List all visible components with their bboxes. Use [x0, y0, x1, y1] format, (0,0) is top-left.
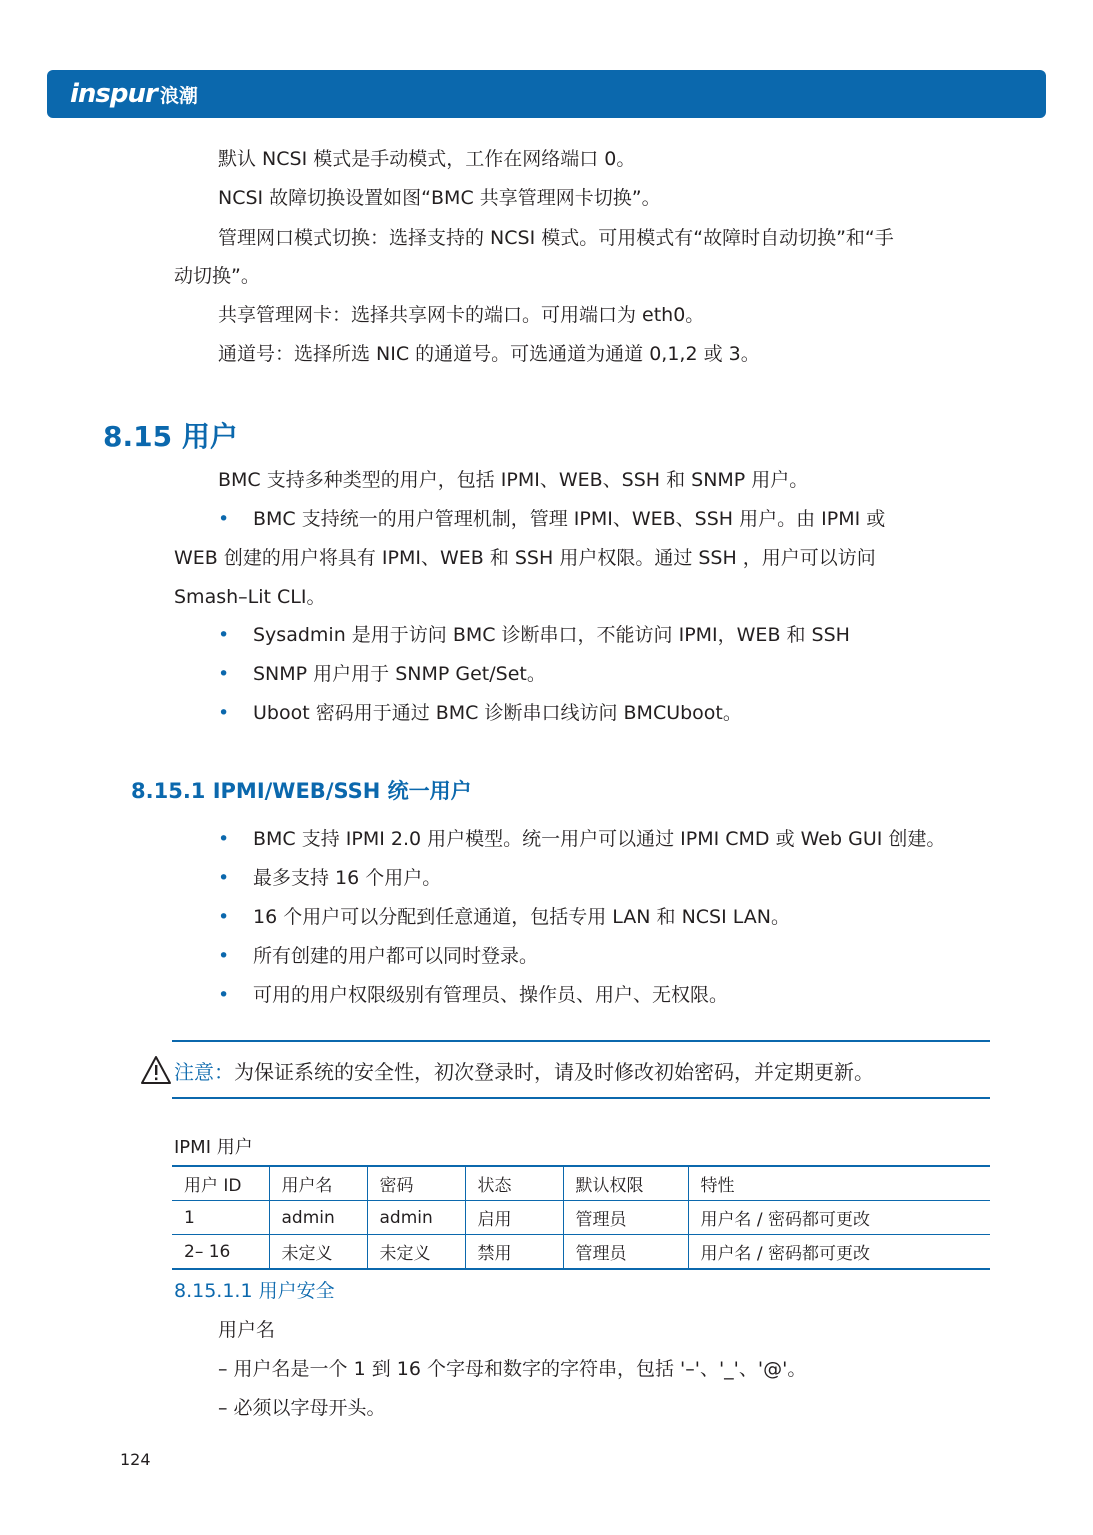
logo-latin-text: inspur	[70, 79, 157, 109]
warning-triangle-icon	[140, 1055, 172, 1085]
bullet-ipmi-model: BMC 支持 IPMI 2.0 用户模型。统一用户可以通过 IPMI CMD 或 Web GUI 创建。	[253, 828, 946, 850]
table-cell: 1	[172, 1201, 269, 1235]
section-intro: BMC 支持多种类型的用户，包括 IPMI、WEB、SSH 和 SNMP 用户。	[218, 469, 809, 491]
table-cell: 用户名 / 密码都可更改	[688, 1201, 990, 1235]
table-cell: 未定义	[367, 1235, 465, 1270]
page-number: 124	[120, 1450, 151, 1469]
bullet-dot: •	[218, 624, 230, 646]
table-cell: 用户名 / 密码都可更改	[700, 1244, 871, 1264]
table-header-cell: 状态	[465, 1166, 563, 1201]
paragraph-default-ncsi: 默认 NCSI 模式是手动模式，工作在网络端口 0。	[218, 148, 636, 170]
bullet-concurrent-login: 所有创建的用户都可以同时登录。	[253, 945, 539, 967]
table-header-cell: 默认权限	[563, 1166, 688, 1201]
paragraph-username-title: 用户名	[218, 1319, 276, 1341]
section-heading-8-15-1: 8.15.1 IPMI/WEB/SSH 统一用户	[131, 779, 472, 803]
bullet-unified-user-line2: WEB 创建的用户将具有 IPMI、WEB 和 SSH 用户权限。通过 SSH ，用户可以访问	[174, 547, 876, 569]
bullet-unified-user-line3: Smash–Lit CLI。	[174, 586, 326, 608]
bullet-dot: •	[218, 702, 230, 724]
table-header-cell: 用户名	[269, 1166, 367, 1201]
bullet-uboot: Uboot 密码用于通过 BMC 诊断串口线访问 BMCUboot。	[253, 702, 742, 724]
bullet-channels: 16 个用户可以分配到任意通道，包括专用 LAN 和 NCSI LAN。	[253, 906, 790, 928]
paragraph-username-rule1: – 用户名是一个 1 到 16 个字母和数字的字符串，包括 '–'、'_'、'@'。	[218, 1358, 807, 1380]
bullet-dot: •	[218, 906, 230, 928]
bullet-sysadmin: Sysadmin 是用于访问 BMC 诊断串口，不能访问 IPMI，WEB 和 SSH	[253, 624, 850, 646]
bullet-dot: •	[218, 945, 230, 967]
paragraph-mode-switch-line2: 动切换”。	[174, 265, 260, 287]
bullet-unified-user-line1: BMC 支持统一的用户管理机制，管理 IPMI、WEB、SSH 用户。由 IPMI 或	[253, 508, 886, 530]
table-row	[172, 1201, 990, 1235]
note-bottom-rule	[172, 1097, 990, 1099]
note-top-rule	[172, 1040, 990, 1042]
bullet-max-users: 最多支持 16 个用户。	[253, 867, 442, 889]
table-cell: 未定义	[269, 1235, 367, 1270]
table-header-cell: 密码	[367, 1166, 465, 1201]
table-cell: 禁用	[465, 1235, 563, 1270]
table-row	[172, 1235, 990, 1270]
paragraph-channel-number: 通道号：选择所选 NIC 的通道号。可选通道为通道 0,1,2 或 3。	[218, 343, 760, 365]
note-label: 注意：	[174, 1060, 234, 1084]
table-header-cell: 用户 ID	[172, 1166, 269, 1201]
table-cell: 管理员	[563, 1201, 688, 1235]
bullet-snmp: SNMP 用户用于 SNMP Get/Set。	[253, 663, 546, 685]
table-header-cell: 特性	[688, 1166, 990, 1201]
logo-chinese-text: 浪潮	[159, 85, 198, 107]
table-caption: IPMI 用户	[174, 1137, 253, 1158]
bullet-dot: •	[218, 508, 230, 530]
paragraph-shared-nic: 共享管理网卡：选择共享网卡的端口。可用端口为 eth0。	[218, 304, 705, 326]
table-header-row	[172, 1166, 990, 1201]
table-cell: 启用	[465, 1201, 563, 1235]
table-cell: 管理员	[563, 1235, 688, 1270]
table-cell: admin	[269, 1201, 367, 1235]
inspur-logo	[70, 76, 198, 112]
note-text	[174, 1058, 874, 1086]
table-cell: 2– 16	[172, 1235, 269, 1270]
bullet-privilege-levels: 可用的用户权限级别有管理员、操作员、用户、无权限。	[253, 984, 729, 1006]
table-cell: admin	[367, 1201, 465, 1235]
bullet-dot: •	[218, 663, 230, 685]
ipmi-users-table	[172, 1165, 990, 1270]
bullet-dot: •	[218, 984, 230, 1006]
paragraph-username-rule2: – 必须以字母开头。	[218, 1397, 386, 1419]
section-heading-8-15: 8.15 用户	[103, 420, 238, 453]
note-body: 为保证系统的安全性，初次登录时，请及时修改初始密码，并定期更新。	[234, 1060, 874, 1084]
bullet-dot: •	[218, 867, 230, 889]
paragraph-ncsi-failover: NCSI 故障切换设置如图“BMC 共享管理网卡切换”。	[218, 187, 661, 209]
section-heading-8-15-1-1: 8.15.1.1 用户安全	[174, 1280, 335, 1302]
paragraph-mode-switch-line1: 管理网口模式切换：选择支持的 NCSI 模式。可用模式有“故障时自动切换”和“手	[218, 227, 894, 249]
bullet-dot: •	[218, 828, 230, 850]
